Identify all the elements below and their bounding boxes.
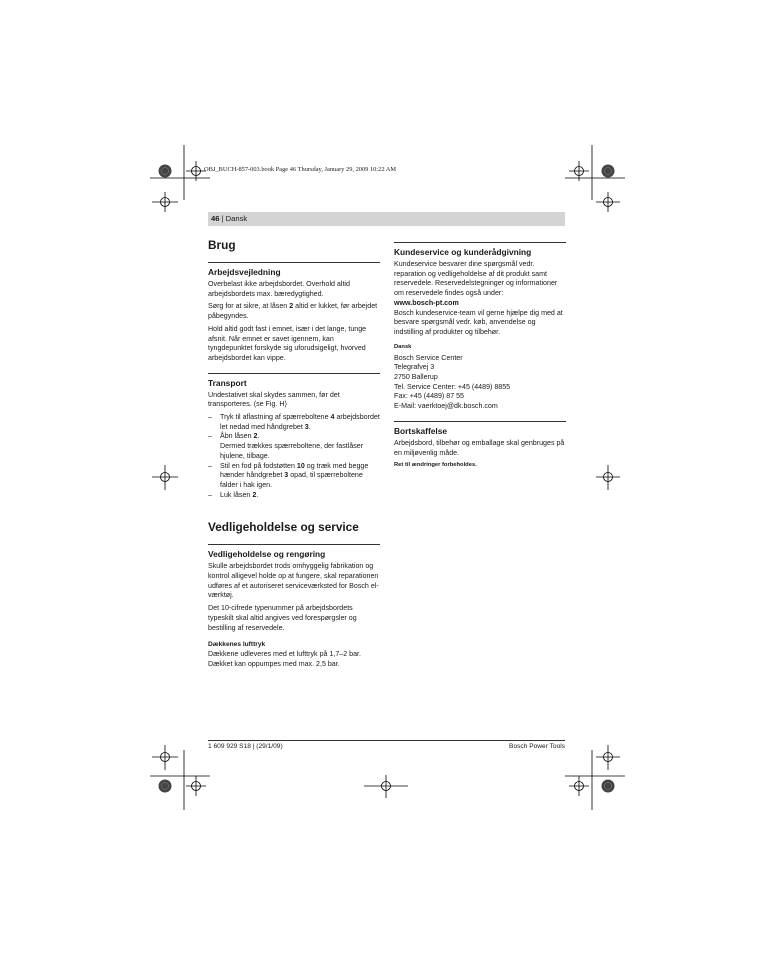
lufttryk-p1: Dækkene udleveres med et lufttryk på 1,7–2 bar. Dækket kan oppumpes med max. 2,5 bar. <box>208 650 361 668</box>
bortskaffelse-p1: Arbejdsbord, tilbehør og emballage skal genbruges på en miljøvenlig måde. <box>394 438 565 457</box>
arbejdsvejledning-p3: Hold altid godt fast i emnet, især i det lange, tunge afsnit. Når emnet er savet igennem, kan tyngdepunktet forskyde sig uforudsigeligt, hvorved arbejdsbordet kan vippe. <box>208 324 367 362</box>
dansk-address <box>394 354 566 412</box>
kundeservice-p2: Bosch kundeservice-team vil gerne hjælpe dig med at besvare spørgsmål vedr. køb, anvendelse og indstilling af produkter og tilbehør. <box>394 308 563 336</box>
list-item: – Luk låsen 2. <box>208 491 380 501</box>
rengoring-p1: Skulle arbejdsbordet trods omhyggelig fabrikation og kontrol alligevel holde op at fungere, skal reparationen udføres af et autoriseret serviceværksted for Bosch el-værktøj. <box>208 562 379 600</box>
address-line: Telegrafvej 3 <box>394 363 435 372</box>
brug-title: Brug <box>208 238 236 252</box>
address-line: Tel. Service Center: +45 (4489) 8855 <box>394 382 511 391</box>
transport-intro: Undestativet skal skydes sammen, før det transporteres. (se Fig. H) <box>208 390 340 409</box>
lufttryk-heading: Dækkenes lufttryk <box>208 641 266 649</box>
transport-steps <box>208 413 380 500</box>
file-info: OBJ_BUCH-857-003.book Page 46 Thursday, January 29, 2009 10:22 AM <box>204 166 397 173</box>
header-separator: | <box>219 214 226 223</box>
footer-doc-number: 1 609 929 S18 | (29/1/09) <box>208 743 283 750</box>
right-column <box>394 242 566 469</box>
address-line: Fax: +45 (4489) 87 55 <box>394 392 464 401</box>
bosch-url-link[interactable]: www.bosch-pt.com <box>394 298 459 307</box>
bortskaffelse-heading: Bortskaffelse <box>394 421 566 437</box>
kundeservice-p1: Kundeservice besvarer dine spørgsmål vedr. reparation og vedligeholdelse af dit produkt samt reservedele. Reservedelstegninger og informationer om reservedele findes også under: www.bosch-pt.com <box>394 260 558 307</box>
footer-brand: Bosch Power Tools <box>509 743 565 750</box>
address-line: E-Mail: vaerktoej@dk.bosch.com <box>394 402 498 411</box>
kundeservice-heading: Kundeservice og kunderådgivning <box>394 242 566 258</box>
arbejdsvejledning-p2: Sørg for at sikre, at låsen 2 altid er lukket, før arbejdet påbegyndes. <box>208 302 378 321</box>
page-number: 46 <box>211 214 220 223</box>
left-column <box>208 238 380 673</box>
arbejdsvejledning-heading: Arbejdsvejledning <box>208 262 380 278</box>
list-item: – Tryk til aflastning af spærreboltene 4 arbejdsbordet let nedad med håndgrebet 3. <box>208 413 380 432</box>
rengoring-p2: Det 10-cifrede typenummer på arbejdsbordets typeskilt skal altid angives ved forespørgsler og bestilling af reservedele. <box>208 604 357 632</box>
arbejdsvejledning-p1: Overbelast ikke arbejdsbordet. Overhold altid arbejdsbordets max. bæredygtighed. <box>208 280 350 298</box>
address-line: Bosch Service Center <box>394 353 463 362</box>
page-header <box>208 212 565 226</box>
list-item: – Åbn låsen 2. Dermed trækkes spærreboltene, der fastlåser hjulene, tilbage. <box>208 432 380 461</box>
list-item: – Stil en fod på fodstøtten 10 og træk med begge hænder håndgrebet 3 opad, til spærreboltene falder i hak igen. <box>208 462 380 491</box>
page-header-text <box>211 214 247 223</box>
header-language: Dansk <box>225 214 248 223</box>
footer-rule <box>208 740 565 741</box>
dansk-heading: Dansk <box>394 343 412 350</box>
vedligeholdelse-title: Vedligeholdelse og service <box>208 520 359 535</box>
address-line: 2750 Ballerup <box>394 373 438 382</box>
rengoring-heading: Vedligeholdelse og rengøring <box>208 544 380 560</box>
ret-til-note: Ret til ændringer forbeholdes. <box>394 462 477 469</box>
transport-heading: Transport <box>208 373 380 389</box>
